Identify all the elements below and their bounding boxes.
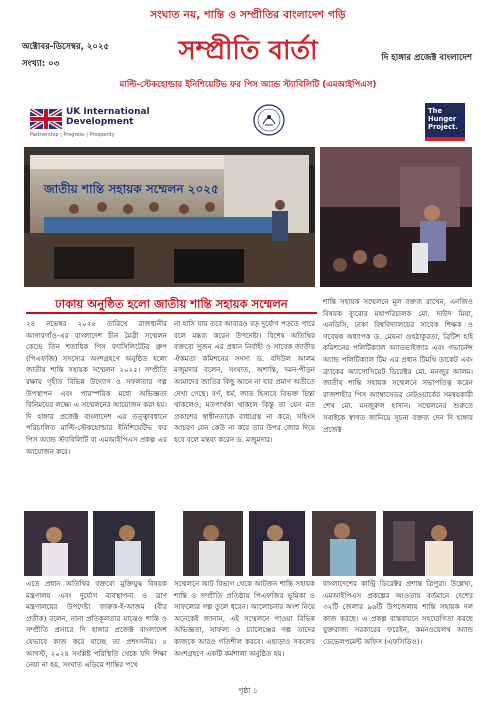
speaker-photo [383,511,473,576]
the-hunger-project-logo: The Hunger Project. [425,103,465,141]
speaker-photo [320,147,472,287]
article-headline: ঢাকায় অনুষ্ঠিত হলো জাতীয় শান্তি সহায়ক সম্মেলন [26,293,317,314]
government-seal-icon [253,104,285,136]
newsletter-title: সম্প্রীতি বার্তা [178,36,318,66]
publisher-name: দি হাঙ্গার প্রজেক্ট বাংলাদেশ [381,53,472,63]
article-text: এতে প্রধান অতিথির বক্তব্যে মুক্তিযুদ্ধ বিষয়ক মন্ত্রণালয় এবং দুর্যোগ ব্যবস্থাপনা ও ত্রাণ মন্ত্রণালয়ের উপদেষ্টা ফারুক-ই-আজম (বীর প্রতীক) বলেন, নানা প্রতিকূলতার মাঝেও শান্তি ও সম্প্রীতি প্রসারে দি হাঙ্গার প্রজেক্ট বাংলাদেশ যেভাবে কাজ করে যাচ্ছে তা প্রশংসনীয়। ৫ আগস্ট, ২০২৪ সংশ্লিষ্ট পরিস্থিতি থেকে যদি শিক্ষা নেয়া না হয়, সংঘাত এড়িয়ে শান্তির পথে [26,579,167,670]
speaker-photo [312,511,376,576]
issue-number: সংখ্যা: ০৩ [22,59,60,69]
project-subhead: মাল্টি-স্টেকহোল্ডার ইনিশিয়েটিভ ফর পিস অ্যান্ড স্ট্যাবিলিটি (এমআইপিএস) [119,80,377,90]
ukid-name: UK International Development [66,107,150,127]
article-text: বাংলাদেশের কান্ট্রি ডিরেক্টর প্রশান্ত ত্রিপুরা। উল্লেখ্য, এমআইপিএস প্রকল্পের আওতায় বর্তমানে দেশের ৩২টি জেলার ৯৬টি উপজেলায় শান্তি সহায়ক দল কাজ করছে। এ প্রকল্প বাস্তবায়নে সহযোগিতা করছে যুক্তরাজ্য সরকারের ফরেইন, কমনওয়েলথ অ্যান্ড ডেভেলপমেন্ট অফিস (এফসিডিও)। [323,579,473,646]
speaker-photo [249,511,305,576]
article-text: ২৪ নভেম্বর ২০২৫ তারিখে রাজধানীর আগারগাঁও-এর বাংলাদেশ চীন মৈত্রী সম্মেলন কেন্দ্রে তিন শতাধিক পিস ফ্যাসিলিটেটর গ্রুপ (পিএফজি) সদস্যের অংশগ্রহণে অনুষ্ঠিত হলো জাতীয় শান্তি সহায়ক সম্মেলন ২০২৫। সম্প্রীতি রক্ষায় গৃহীত বিভিন্ন উদ্যোগ ও সফলতার গল্প উপস্থাপন এবং পারস্পরিক মধ্যে অভিজ্ঞতা বিনিময়ের লক্ষ্যে এ সম্মেলনের আয়োজন করা হয়। দি হাঙ্গার প্রজেক্ট বাংলাদেশ এর তত্ত্বাবধানে পরিচালিত মাল্টি-স্টেকহোল্ডার ইনিশিয়েটিভ ফর পিস অ্যান্ড স্ট্যাবিলিটি বা এমআইপিএস প্রকল্প এর আয়োজন করে। [26,319,167,456]
article-column-2 [174,318,315,508]
speaker-photo [93,511,155,576]
tagline: সংঘাত নয়, শান্তি ও সম্প্রীতির বাংলাদেশ গড়ি [150,9,346,21]
page-number: পৃষ্ঠা ১ [238,686,258,695]
conference-stage-photo [24,147,315,287]
article-column-6 [323,578,473,688]
speaker-photo [183,511,243,576]
article-text: সম্মেলনে আট বিভাগ থেকে আটজন শান্তি সহায়ক শান্তি ও সম্প্রীতি প্রতিষ্ঠায় পিএফজির ভূমিকা ও সাফল্যের গল্প তুলে ধরেন। আলোচনার অংশ নিয়ে অনেকেই জানান, এই সম্মেলনে পাওয়া বিভিন্ন অভিজ্ঞতা, সাফল্য ও চ্যালেঞ্জের গল্প তাদের কাজকে আরও গতিশীল করবে। এছাড়াও সকলের অংশগ্রহণে একটি কর্মশালা অনুষ্ঠিত হয়। [174,579,315,658]
article-text: না হাসি যায় তবে আবারও বড় দুর্যোগ পড়তে পারে বলে মন্তব্য করেন উপদেষ্টা। বিশেষ অতিথির বক্তব্যে সুজন এর প্রধান নির্বাহী ও সাবেক জাতীয় ঐকমত্য কমিশনের সদস্য ড. বদিউল আলম মজুমদার বলেন, সংঘাত, অশান্তি, দমন-পীড়ন আমাদের জাতির কিছু আনে না যার প্রমাণ অতীতে দেখা গেছে। বর্ণ, ধর্ম, জাত হিসাবে বিভক্ত চিন্তা থাকলেও; মতপার্থক্য থাকলে কিন্তু তা যেন মত প্রকাশের স্বাধীনতাকে বাধাগ্রস্থ না করে; সহিংস আচরণ যেন কেউ না করে তার উপর জোর দিয়ে হবে বলে মন্তব্য করেন ড. মজুমদার। [174,319,315,444]
article-text: শান্তি সহায়ক সম্মেলনে মূল বক্তব্য রাখেন, এনজিও বিষয়ক ব্যুরোর মহাপরিচালক মো. দাউদ মিয়া, এনডিসি, ঢাকা বিশ্ববিদ্যালয়ের সাবেক শিক্ষক ও গবেষক অধ্যাপক ড. মেঘনা গুহঠাকুরতা, ব্রিটিশ হাই কমিশনের পলিটিক্যাল অ্যাডভাইজার এবং গভার্নেন্স অ্যান্ড পলিটিক্যাল টিম এর প্রধান টিমথি ডাকেট এবং ব্র্যাকের অ্যাসোসিয়েট ডিরেক্টর মো. মনজুর আলম। জাতীয় শান্তি সহায়ক সম্মেলনে সভাপতিত্ব করেন রাজশাহীর পিস অ্যাম্বাসেডর নেটওয়ার্কের সমন্বয়কারী শেখ মো. মনজুরুল হাসান। সম্মেলনের শুরুতে সবাইকে স্বাগত জানিয়ে সূচনা বক্তব্য দেন দি হাঙ্গার প্রজেক্ট [323,297,473,434]
article-column-1 [26,318,167,508]
issue-date: অক্টোবর-ডিসেম্বর, ২০২৫ [22,42,109,52]
union-flag-icon [30,109,62,129]
article-column-4 [26,578,167,688]
article-column-5 [174,578,315,688]
ukid-tagline: Partnership | Progress | Prosperity [30,132,115,138]
speaker-photo [24,511,88,576]
article-column-3 [323,296,473,508]
conference-banner-text: জাতীয় শান্তি সহায়ক সম্মেলন ২০২৫ [44,182,219,196]
uk-international-development-logo [30,107,160,141]
